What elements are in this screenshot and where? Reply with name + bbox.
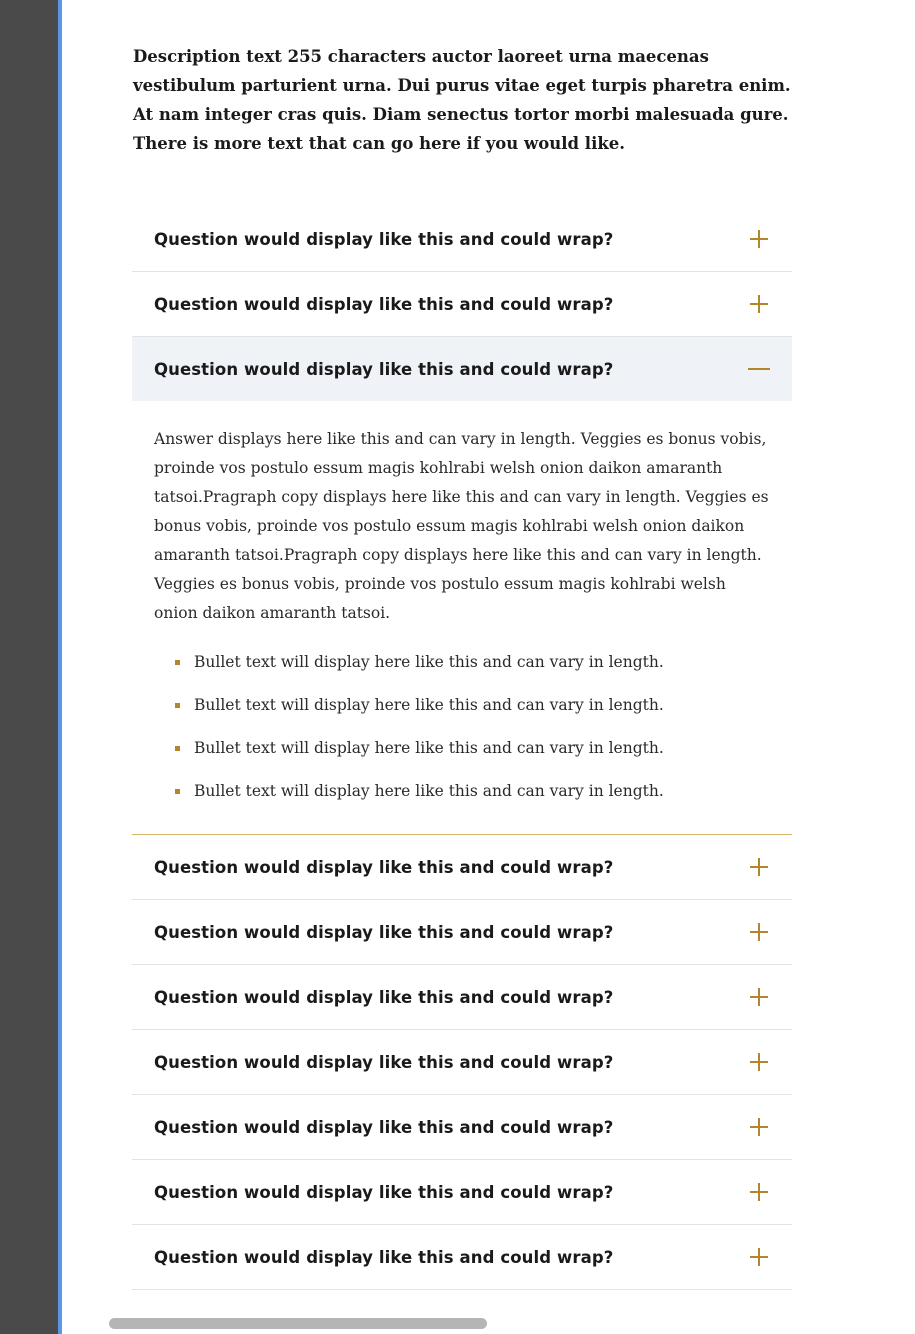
horizontal-scrollbar[interactable] xyxy=(109,1318,487,1329)
square-bullet-icon xyxy=(175,789,180,794)
plus-icon[interactable] xyxy=(748,1246,770,1268)
plus-icon[interactable] xyxy=(748,1116,770,1138)
minus-icon[interactable] xyxy=(748,358,770,380)
faq-question-text: Question would display like this and could wrap? xyxy=(154,1117,614,1137)
faq-item xyxy=(132,1225,792,1290)
left-rail-accent xyxy=(58,0,62,1334)
plus-icon[interactable] xyxy=(748,293,770,315)
faq-question-text: Question would display like this and could wrap? xyxy=(154,987,614,1007)
bullet-item xyxy=(154,648,770,677)
faq-question-text: Question would display like this and could wrap? xyxy=(154,294,614,314)
faq-item xyxy=(132,1095,792,1160)
faq-item-expanded xyxy=(132,337,792,835)
faq-answer-bullets xyxy=(154,648,770,806)
bullet-text: Bullet text will display here like this and can vary in length. xyxy=(194,653,664,671)
square-bullet-icon xyxy=(175,660,180,665)
faq-question-toggle[interactable] xyxy=(132,1030,792,1094)
faq-question-toggle[interactable] xyxy=(132,965,792,1029)
faq-item xyxy=(132,965,792,1030)
faq-question-text: Question would display like this and could wrap? xyxy=(154,229,614,249)
faq-question-toggle[interactable] xyxy=(132,1225,792,1289)
faq-item xyxy=(132,835,792,900)
square-bullet-icon xyxy=(175,746,180,751)
faq-item xyxy=(132,272,792,337)
faq-accordion xyxy=(132,207,792,1290)
faq-item xyxy=(132,900,792,965)
faq-question-toggle[interactable] xyxy=(132,337,792,401)
faq-answer-text: Answer displays here like this and can vary in length. Veggies es bonus vobis, proinde vos postulo essum magis kohlrabi welsh onion daikon amaranth tatsoi.Pragraph copy displays here like this and can vary in length. Veggies es bonus vobis, proinde vos postulo essum magis kohlrabi welsh onion daikon amaranth tatsoi.Pragraph copy displays here like this and can vary in length. Veggies es bonus vobis, proinde vos postulo essum magis kohlrabi welsh onion daikon amaranth tatsoi. xyxy=(154,430,769,622)
plus-icon[interactable] xyxy=(748,986,770,1008)
plus-icon[interactable] xyxy=(748,921,770,943)
faq-question-toggle[interactable] xyxy=(132,272,792,336)
square-bullet-icon xyxy=(175,703,180,708)
faq-question-text: Question would display like this and could wrap? xyxy=(154,857,614,877)
plus-icon[interactable] xyxy=(748,856,770,878)
plus-icon[interactable] xyxy=(748,1181,770,1203)
intro-description: Description text 255 characters auctor laoreet urna maecenas vestibulum parturient urna. Dui purus vitae eget turpis pharetra enim. At nam integer cras quis. Diam senectus tortor morbi malesuada gure. There is more text that can go here if you would like. xyxy=(133,47,791,153)
faq-item xyxy=(132,207,792,272)
plus-icon[interactable] xyxy=(748,228,770,250)
plus-icon[interactable] xyxy=(748,1051,770,1073)
bullet-text: Bullet text will display here like this and can vary in length. xyxy=(194,696,664,714)
faq-question-toggle[interactable] xyxy=(132,900,792,964)
bullet-text: Bullet text will display here like this and can vary in length. xyxy=(194,782,664,800)
bullet-item xyxy=(154,734,770,763)
faq-question-toggle[interactable] xyxy=(132,207,792,271)
faq-item xyxy=(132,1160,792,1225)
faq-question-toggle[interactable] xyxy=(132,1160,792,1224)
left-rail xyxy=(0,0,58,1334)
faq-question-toggle[interactable] xyxy=(132,1095,792,1159)
faq-answer xyxy=(132,401,792,834)
faq-question-text: Question would display like this and could wrap? xyxy=(154,1182,614,1202)
faq-question-text: Question would display like this and could wrap? xyxy=(154,359,614,379)
faq-question-text: Question would display like this and could wrap? xyxy=(154,1052,614,1072)
faq-question-text: Question would display like this and could wrap? xyxy=(154,1247,614,1267)
faq-item xyxy=(132,1030,792,1095)
faq-question-toggle[interactable] xyxy=(132,835,792,899)
faq-question-text: Question would display like this and could wrap? xyxy=(154,922,614,942)
bullet-item xyxy=(154,691,770,720)
bullet-text: Bullet text will display here like this and can vary in length. xyxy=(194,739,664,757)
bullet-item xyxy=(154,777,770,806)
